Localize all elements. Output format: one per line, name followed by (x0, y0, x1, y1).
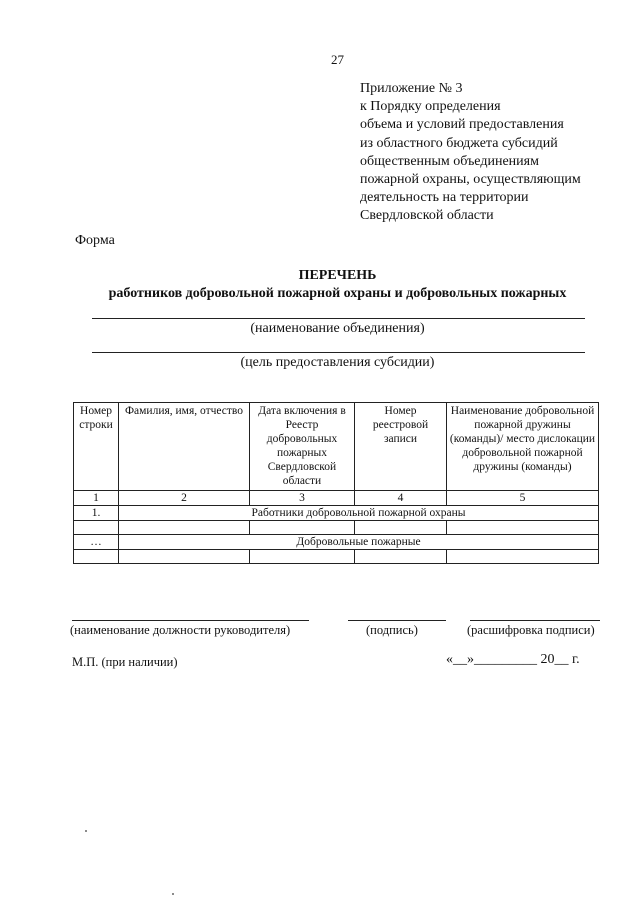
table-row (74, 535, 599, 550)
purpose-line (92, 352, 585, 353)
appendix-line: из областного бюджета субсидий (360, 135, 558, 151)
column-number: 2 (119, 491, 250, 506)
row-number-cell: … (74, 535, 119, 550)
table-row (74, 506, 599, 521)
table-row (74, 550, 599, 564)
signature-line (348, 620, 446, 621)
table-header-row (74, 403, 599, 491)
table-cell (250, 521, 355, 535)
org-name-caption: (наименование объединения) (250, 321, 425, 336)
date-template: «__»_________ 20__ г. (446, 652, 580, 667)
decoding-signature-line (470, 620, 600, 621)
section-volunteers: Добровольные пожарные (119, 535, 599, 550)
column-number: 4 (355, 491, 447, 506)
signature-caption: (подпись) (366, 623, 418, 637)
decoding-caption: (расшифровка подписи) (467, 623, 595, 637)
header-cell-record-number: Номер реестровой записи (355, 403, 447, 491)
org-name-line (92, 318, 585, 319)
header-cell-full-name: Фамилия, имя, отчество (119, 403, 250, 491)
header-cell-brigade-name: Наименование добровольной пожарной дружины (команды)/ место дислокации добровольной пожарной дружины (команды) (447, 403, 599, 491)
appendix-line: пожарной охраны, осуществляющим (360, 172, 581, 188)
table-cell (250, 550, 355, 564)
position-caption: (наименование должности руководителя) (70, 623, 291, 637)
table-cell (119, 550, 250, 564)
table-cell (447, 521, 599, 535)
appendix-line: деятельность на территории (360, 190, 529, 206)
page-number: 27 (331, 52, 344, 67)
table-cell (447, 550, 599, 564)
table-cell (119, 521, 250, 535)
form-label: Форма (75, 233, 115, 248)
header-cell-row-number: Номер строки (74, 403, 119, 491)
stamp-label: М.П. (при наличии) (72, 655, 178, 669)
column-number-row (74, 491, 599, 506)
table-cell (355, 550, 447, 564)
appendix-line: к Порядку определения (360, 99, 501, 115)
column-number: 5 (447, 491, 599, 506)
registry-table (73, 402, 599, 564)
header-cell-inclusion-date: Дата включения в Реестр добровольных пожарных Свердловской области (250, 403, 355, 491)
appendix-line: объема и условий предоставления (360, 117, 564, 133)
appendix-block (360, 80, 581, 226)
row-number-cell (74, 550, 119, 564)
appendix-line: общественным объединениям (360, 153, 539, 169)
column-number: 1 (74, 491, 119, 506)
scan-speck (85, 830, 87, 832)
position-signature-line (72, 620, 309, 621)
appendix-line: Приложение № 3 (360, 81, 463, 96)
table-cell (355, 521, 447, 535)
row-number-cell: 1. (74, 506, 119, 521)
section-employees: Работники добровольной пожарной охраны (119, 506, 599, 521)
row-number-cell (74, 521, 119, 535)
table-row (74, 521, 599, 535)
column-number: 3 (250, 491, 355, 506)
scan-speck (172, 893, 174, 895)
purpose-caption: (цель предоставления субсидии) (240, 355, 435, 370)
document-subtitle: работников добровольной пожарной охраны и добровольных пожарных (108, 286, 567, 301)
appendix-line: Свердловской области (360, 208, 494, 224)
document-title: ПЕРЕЧЕНЬ (298, 268, 377, 283)
